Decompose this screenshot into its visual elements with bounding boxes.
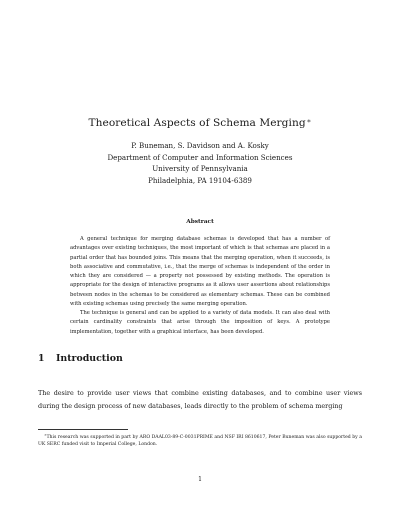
footnote [38, 432, 362, 449]
footnote-marker: ∗ [44, 433, 47, 437]
abstract-heading: Abstract [186, 219, 214, 225]
abstract-paragraph: The technique is general and can be applied to a variety of data models. It can also deal with certain cardinality constraints that arise through the imposition of keys. A prototype implementation, together with a graphical interface, has been developed. [70, 310, 330, 335]
author-block [0, 140, 400, 186]
footnote-rule [38, 429, 128, 430]
title-footnote-marker: ∗ [306, 117, 312, 125]
paper-title [0, 117, 400, 129]
paper-title-text: Theoretical Aspects of Schema Merging [88, 117, 306, 129]
section-number: 1 [38, 353, 45, 364]
footnote-text: This research was supported in part by ARO DAAL03-89-C-0031PRIME and NSF IRI 8610617, Peter Buneman was also supported by a UK SERC funded visit to Imperial College, London. [38, 435, 362, 448]
page-number: 1 [198, 476, 202, 483]
abstract [70, 235, 330, 337]
abstract-paragraph: A general technique for merging database schemas is developed that has a number of advantages over existing techniques, the most important of which is that schemas are placed in a partial order that has bounded joins. This means that the merging operation, when it succeeds, is both associative and commutative, i.e., that the merge of schemas is independent of the order in which they are considered — a property not possessed by existing methods. The operation is appropriate for the design of interactive programs as it allows user assertions about relationships between nodes in the schemas to be considered as elementary schemas. These can be combined with existing schemas using precisely the same merging operation. [70, 236, 330, 307]
section-title: Introduction [56, 353, 123, 364]
section-heading [38, 353, 123, 364]
section-body [38, 387, 362, 412]
body-paragraph: The desire to provide user views that combine existing databases, and to combine user views during the design process of new databases, leads directly to the problem of schema merging [38, 389, 362, 410]
authors: P. Buneman, S. Davidson and A. Kosky [131, 141, 269, 150]
address: Philadelphia, PA 19104-6389 [148, 175, 252, 185]
university: University of Pennsylvania [152, 164, 248, 174]
department: Department of Computer and Information Sciences [107, 152, 293, 162]
